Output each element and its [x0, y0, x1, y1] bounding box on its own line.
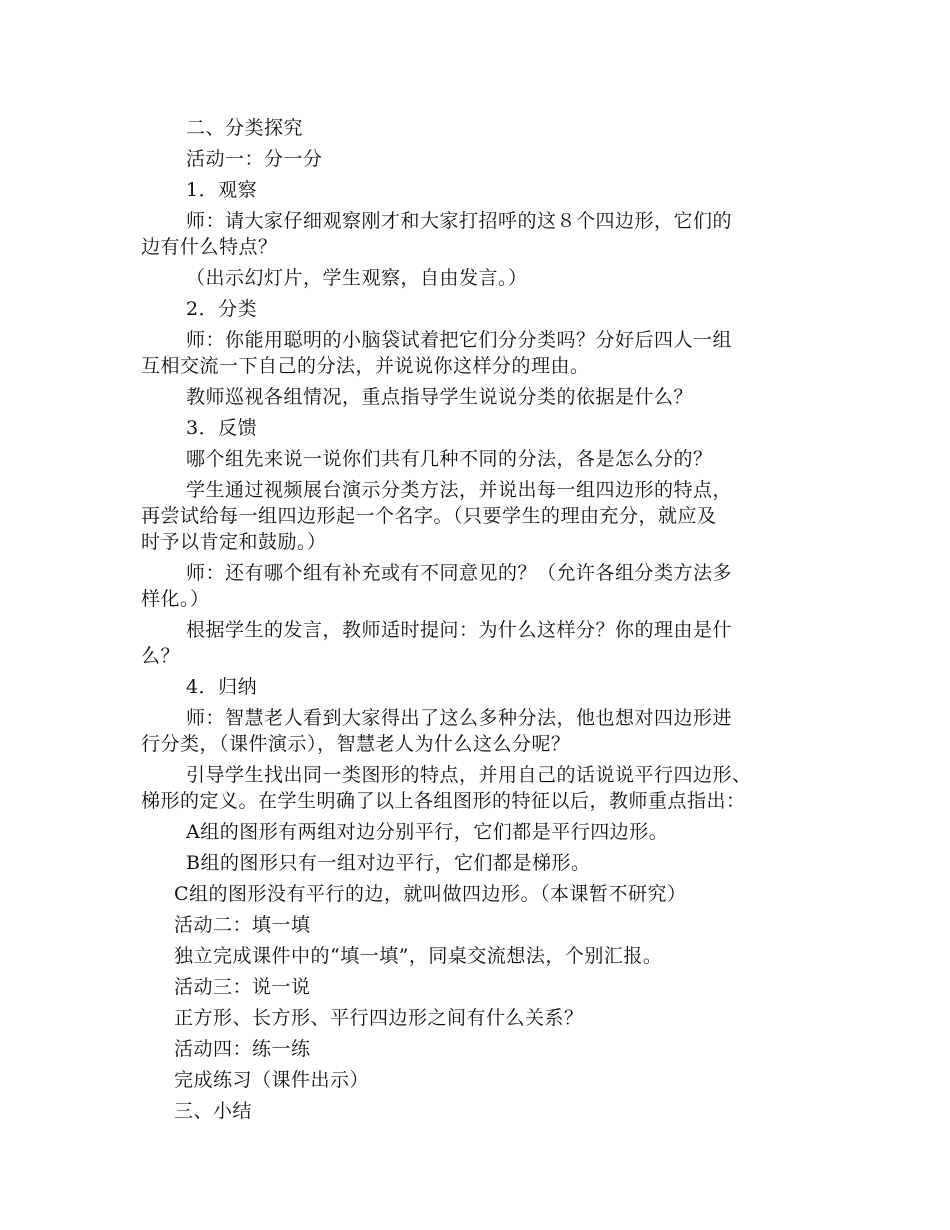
- paragraph-line: C组的图形没有平行的边，就叫做四边形。（本课暂不研究）: [174, 883, 687, 905]
- paragraph-line: 互相交流一下自己的分法，并说说你这样分的理由。: [141, 355, 590, 377]
- paragraph-line: 样化。）: [141, 588, 210, 610]
- paragraph-line: 引导学生找出同一类图形的特点，并用自己的话说说平行四边形、: [186, 764, 752, 786]
- paragraph-line: 师：还有哪个组有补充或有不同意见的？（允许各组分类方法多: [186, 562, 733, 584]
- paragraph-line: 学生通过视频展台演示分类方法，并说出每一组四边形的特点，: [186, 479, 733, 501]
- activity-heading: 活动二：填一填: [174, 914, 311, 936]
- paragraph-line: 边有什么特点？: [141, 236, 278, 258]
- paragraph-line: 正方形、长方形、平行四边形之间有什么关系？: [174, 1007, 584, 1029]
- paragraph-line: 教师巡视各组情况，重点指导学生说说分类的依据是什么？: [186, 386, 694, 408]
- step-heading: 4．归纳: [186, 676, 258, 698]
- paragraph-line: 行分类，（课件演示），智慧老人为什么这么分呢？: [141, 733, 571, 755]
- section-heading: 三、小结: [174, 1100, 253, 1122]
- paragraph-line: 梯形的定义。在学生明确了以上各组图形的特征以后，教师重点指出：: [141, 790, 746, 812]
- step-heading: 1．观察: [186, 179, 258, 201]
- paragraph-line: B组的图形只有一组对边平行，它们都是梯形。: [186, 852, 591, 874]
- step-heading: 2．分类: [186, 298, 258, 320]
- paragraph-line: 独立完成课件中的“填一填”，同桌交流想法，个别汇报。: [174, 945, 663, 967]
- paragraph-line: 师：请大家仔细观察刚才和大家打招呼的这８个四边形，它们的: [186, 210, 733, 232]
- paragraph-line: （出示幻灯片，学生观察，自由发言。）: [186, 267, 528, 289]
- paragraph-line: 时予以肯定和鼓励。）: [141, 531, 327, 553]
- paragraph-line: 师：你能用聪明的小脑袋试着把它们分分类吗？分好后四人一组: [186, 329, 733, 351]
- paragraph-line: A组的图形有两组对边分别平行，它们都是平行四边形。: [186, 821, 669, 843]
- paragraph-line: 师：智慧老人看到大家得出了这么多种分法，他也想对四边形进: [186, 707, 733, 729]
- paragraph-line: 哪个组先来说一说你们共有几种不同的分法，各是怎么分的？: [186, 448, 713, 470]
- paragraph-line: 么？: [141, 645, 181, 667]
- paragraph-line: 根据学生的发言，教师适时提问：为什么这样分？你的理由是什: [186, 619, 733, 641]
- activity-heading: 活动三：说一说: [174, 976, 311, 998]
- activity-heading: 活动一：分一分: [186, 148, 323, 170]
- step-heading: 3．反馈: [186, 417, 258, 439]
- paragraph-line: 再尝试给每一组四边形起一个名字。（只要学生的理由充分，就应及: [141, 505, 717, 527]
- paragraph-line: 完成练习（课件出示）: [174, 1069, 370, 1091]
- section-heading: 二、分类探究: [186, 117, 304, 139]
- activity-heading: 活动四：练一练: [174, 1038, 311, 1060]
